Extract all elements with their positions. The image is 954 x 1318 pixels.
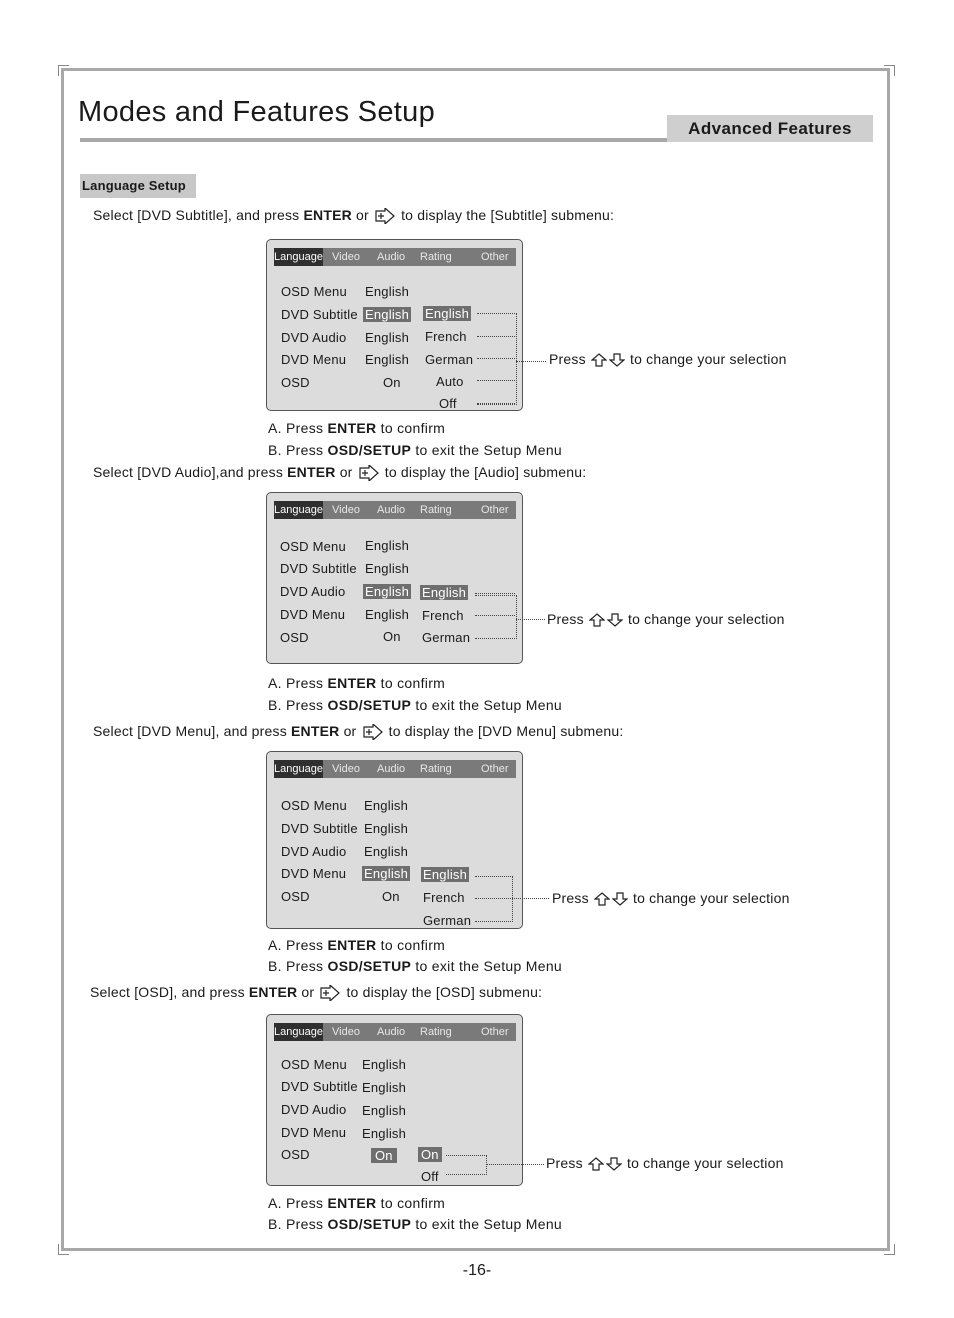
tab-audio[interactable]: Audio bbox=[377, 504, 406, 516]
step-a-suffix: to confirm bbox=[380, 420, 446, 436]
step-b bbox=[268, 1216, 562, 1232]
enter-key-label: ENTER bbox=[287, 464, 336, 480]
enter-key-label: ENTER bbox=[291, 723, 340, 739]
down-arrow-icon bbox=[607, 613, 623, 627]
option-item[interactable]: Auto bbox=[436, 374, 464, 389]
step-a-key: ENTER bbox=[327, 937, 377, 953]
row-label-dvd-audio[interactable]: DVD Audio bbox=[281, 844, 347, 859]
step-a-suffix: to confirm bbox=[380, 1195, 446, 1211]
option-item[interactable]: French bbox=[425, 329, 467, 344]
step-b-key: OSD/SETUP bbox=[327, 442, 412, 458]
connector-line bbox=[475, 593, 515, 594]
step-a-prefix: A. Press bbox=[268, 1195, 324, 1211]
option-item[interactable]: German bbox=[422, 630, 471, 645]
tab-other[interactable]: Other bbox=[481, 763, 509, 775]
tab-rating[interactable]: Rating bbox=[420, 504, 452, 516]
tab-bar bbox=[274, 1023, 516, 1041]
connector-line bbox=[512, 898, 549, 899]
step-b-suffix: to exit the Setup Menu bbox=[415, 958, 563, 974]
row-label-dvd-audio[interactable]: DVD Audio bbox=[281, 1102, 347, 1117]
up-arrow-icon bbox=[588, 1157, 604, 1171]
tab-audio[interactable]: Audio bbox=[377, 763, 406, 775]
row-label-dvd-menu[interactable]: DVD Menu bbox=[281, 866, 347, 881]
step-a bbox=[268, 420, 445, 436]
tab-audio[interactable]: Audio bbox=[377, 1026, 406, 1038]
down-arrow-icon bbox=[609, 353, 625, 367]
row-label-dvd-subtitle[interactable]: DVD Subtitle bbox=[281, 821, 358, 836]
step-b-prefix: B. Press bbox=[268, 1216, 324, 1232]
row-label-dvd-menu[interactable]: DVD Menu bbox=[281, 1125, 347, 1140]
step-a-key: ENTER bbox=[327, 1195, 377, 1211]
row-label-dvd-audio[interactable]: DVD Audio bbox=[281, 330, 347, 345]
up-arrow-icon bbox=[594, 892, 610, 906]
instruction-audio bbox=[93, 464, 586, 481]
row-label-osd[interactable]: OSD bbox=[281, 1147, 310, 1162]
row-label-dvd-menu[interactable]: DVD Menu bbox=[281, 352, 347, 367]
option-item[interactable]: Off bbox=[439, 396, 457, 411]
value-dvd-menu-selected[interactable]: English bbox=[364, 866, 409, 881]
tab-bar bbox=[274, 760, 516, 778]
right-arrow-icon bbox=[320, 985, 340, 1001]
tab-video[interactable]: Video bbox=[332, 504, 360, 516]
up-arrow-icon bbox=[589, 613, 605, 627]
connector-line bbox=[516, 361, 546, 362]
value-osd-menu: English bbox=[362, 1057, 407, 1072]
value-osd: On bbox=[382, 889, 400, 904]
value-osd: On bbox=[383, 375, 401, 390]
instruction-dvd-menu bbox=[93, 723, 623, 740]
row-label-osd-menu[interactable]: OSD Menu bbox=[281, 284, 347, 299]
or-text: or bbox=[356, 207, 369, 223]
enter-key-label: ENTER bbox=[303, 207, 352, 223]
press-arrows-hint bbox=[546, 1155, 784, 1171]
step-a-prefix: A. Press bbox=[268, 675, 324, 691]
selection-bracket bbox=[446, 1155, 487, 1175]
right-arrow-icon bbox=[359, 465, 379, 481]
tab-audio[interactable]: Audio bbox=[377, 251, 406, 263]
value-osd-menu: English bbox=[364, 798, 409, 813]
row-label-osd-menu[interactable]: OSD Menu bbox=[281, 1057, 347, 1072]
instruction-prefix: Select [OSD], and press bbox=[90, 984, 245, 1000]
value-dvd-subtitle-selected[interactable]: English bbox=[365, 307, 410, 322]
tab-bar bbox=[274, 248, 516, 266]
value-dvd-subtitle: English bbox=[364, 821, 409, 836]
or-text: or bbox=[301, 984, 315, 1000]
connector-line bbox=[486, 1164, 544, 1165]
option-item[interactable]: Off bbox=[421, 1169, 439, 1184]
value-dvd-audio: English bbox=[362, 1103, 407, 1118]
corner-mark bbox=[884, 1244, 895, 1255]
row-label-dvd-menu[interactable]: DVD Menu bbox=[280, 607, 346, 622]
step-b-key: OSD/SETUP bbox=[327, 697, 412, 713]
selection-bracket bbox=[477, 313, 517, 405]
tab-language[interactable]: Language bbox=[274, 248, 323, 266]
or-text: or bbox=[339, 464, 353, 480]
connector-line bbox=[516, 619, 545, 620]
press-arrows-hint bbox=[547, 611, 785, 627]
value-dvd-subtitle: English bbox=[362, 1080, 407, 1095]
down-arrow-icon bbox=[612, 892, 628, 906]
corner-mark bbox=[58, 1244, 69, 1255]
value-dvd-menu: English bbox=[362, 1126, 407, 1141]
step-a-prefix: A. Press bbox=[268, 420, 324, 436]
step-a bbox=[268, 937, 445, 953]
selection-bracket bbox=[475, 876, 513, 922]
corner-mark bbox=[58, 65, 69, 76]
value-dvd-menu: English bbox=[365, 352, 410, 367]
instruction-suffix: to display the [Subtitle] submenu: bbox=[401, 207, 615, 223]
step-b-key: OSD/SETUP bbox=[327, 958, 412, 974]
value-dvd-subtitle: English bbox=[365, 561, 410, 576]
instruction-suffix: to display the [Audio] submenu: bbox=[384, 464, 587, 480]
step-a-suffix: to confirm bbox=[380, 937, 446, 953]
press-prefix: Press bbox=[549, 351, 586, 367]
step-a bbox=[268, 1195, 445, 1211]
step-a-suffix: to confirm bbox=[380, 675, 446, 691]
press-arrows-hint bbox=[549, 351, 787, 367]
step-b-prefix: B. Press bbox=[268, 442, 324, 458]
value-dvd-menu: English bbox=[365, 607, 410, 622]
row-label-osd[interactable]: OSD bbox=[281, 889, 310, 904]
step-b-suffix: to exit the Setup Menu bbox=[415, 442, 563, 458]
instruction-suffix: to display the [DVD Menu] submenu: bbox=[388, 723, 624, 739]
value-osd-menu: English bbox=[365, 538, 410, 553]
option-selected[interactable]: English bbox=[422, 585, 467, 600]
option-item[interactable]: German bbox=[425, 352, 474, 367]
tab-rating[interactable]: Rating bbox=[420, 1026, 452, 1038]
step-b-suffix: to exit the Setup Menu bbox=[415, 1216, 563, 1232]
option-selected[interactable]: English bbox=[423, 867, 468, 882]
tab-language[interactable]: Language bbox=[274, 1023, 323, 1041]
step-a-key: ENTER bbox=[327, 420, 377, 436]
step-a-key: ENTER bbox=[327, 675, 377, 691]
up-arrow-icon bbox=[591, 353, 607, 367]
step-b-suffix: to exit the Setup Menu bbox=[415, 697, 563, 713]
value-dvd-audio: English bbox=[364, 844, 409, 859]
subsection-label: Language Setup bbox=[80, 174, 196, 198]
tab-language[interactable]: Language bbox=[274, 760, 323, 778]
step-b-key: OSD/SETUP bbox=[327, 1216, 412, 1232]
tab-rating[interactable]: Rating bbox=[420, 251, 452, 263]
step-b bbox=[268, 697, 562, 713]
page-number: -16- bbox=[462, 1262, 492, 1279]
instruction-suffix: to display the [OSD] submenu: bbox=[346, 984, 543, 1000]
down-arrow-icon bbox=[606, 1157, 622, 1171]
instruction-prefix: Select [DVD Menu], and press bbox=[93, 723, 287, 739]
row-label-dvd-subtitle[interactable]: DVD Subtitle bbox=[281, 1079, 358, 1094]
row-label-dvd-subtitle[interactable]: DVD Subtitle bbox=[280, 561, 357, 576]
tab-rating[interactable]: Rating bbox=[420, 763, 452, 775]
option-selected[interactable]: English bbox=[425, 306, 470, 321]
value-osd-menu: English bbox=[365, 284, 410, 299]
step-b bbox=[268, 442, 562, 458]
value-osd-selected[interactable]: On bbox=[371, 1148, 397, 1163]
press-suffix: to change your selection bbox=[627, 611, 785, 627]
row-label-osd[interactable]: OSD bbox=[281, 375, 310, 390]
tab-video[interactable]: Video bbox=[332, 1026, 360, 1038]
instruction-subtitle bbox=[93, 207, 614, 224]
row-label-osd-menu[interactable]: OSD Menu bbox=[281, 798, 347, 813]
row-label-osd-menu[interactable]: OSD Menu bbox=[280, 539, 346, 554]
value-dvd-audio: English bbox=[365, 330, 410, 345]
option-item[interactable]: German bbox=[423, 913, 472, 928]
press-arrows-hint bbox=[552, 890, 790, 906]
row-label-dvd-audio[interactable]: DVD Audio bbox=[280, 584, 346, 599]
step-b-prefix: B. Press bbox=[268, 697, 324, 713]
tab-video[interactable]: Video bbox=[332, 763, 360, 775]
value-dvd-audio-selected[interactable]: English bbox=[365, 584, 410, 599]
tab-bar bbox=[274, 501, 516, 519]
tab-language[interactable]: Language bbox=[274, 501, 323, 519]
or-text: or bbox=[343, 723, 357, 739]
enter-key-label: ENTER bbox=[248, 984, 298, 1000]
value-osd: On bbox=[383, 629, 401, 644]
selection-bracket bbox=[475, 595, 517, 639]
step-a-prefix: A. Press bbox=[268, 937, 324, 953]
right-arrow-icon bbox=[375, 208, 395, 224]
press-suffix: to change your selection bbox=[629, 351, 787, 367]
instruction-prefix: Select [DVD Subtitle], and press bbox=[93, 207, 300, 223]
option-item[interactable]: French bbox=[423, 890, 465, 905]
tab-other[interactable]: Other bbox=[481, 504, 509, 516]
corner-mark bbox=[884, 65, 895, 76]
option-item[interactable]: French bbox=[422, 608, 464, 623]
press-prefix: Press bbox=[552, 890, 589, 906]
right-arrow-icon bbox=[363, 724, 383, 740]
title-rule bbox=[80, 138, 667, 142]
press-prefix: Press bbox=[547, 611, 584, 627]
section-label: Advanced Features bbox=[667, 115, 873, 142]
step-b-prefix: B. Press bbox=[268, 958, 324, 974]
tab-other[interactable]: Other bbox=[481, 1026, 509, 1038]
instruction-osd bbox=[90, 984, 542, 1001]
step-a bbox=[268, 675, 445, 691]
tab-video[interactable]: Video bbox=[332, 251, 360, 263]
press-suffix: to change your selection bbox=[632, 890, 790, 906]
page-title: Modes and Features Setup bbox=[78, 96, 436, 128]
tab-other[interactable]: Other bbox=[481, 251, 509, 263]
row-label-dvd-subtitle[interactable]: DVD Subtitle bbox=[281, 307, 358, 322]
step-b bbox=[268, 958, 562, 974]
row-label-osd[interactable]: OSD bbox=[280, 630, 309, 645]
option-selected[interactable]: On bbox=[418, 1147, 442, 1162]
instruction-prefix: Select [DVD Audio],and press bbox=[93, 464, 284, 480]
press-suffix: to change your selection bbox=[626, 1155, 784, 1171]
press-prefix: Press bbox=[546, 1155, 583, 1171]
